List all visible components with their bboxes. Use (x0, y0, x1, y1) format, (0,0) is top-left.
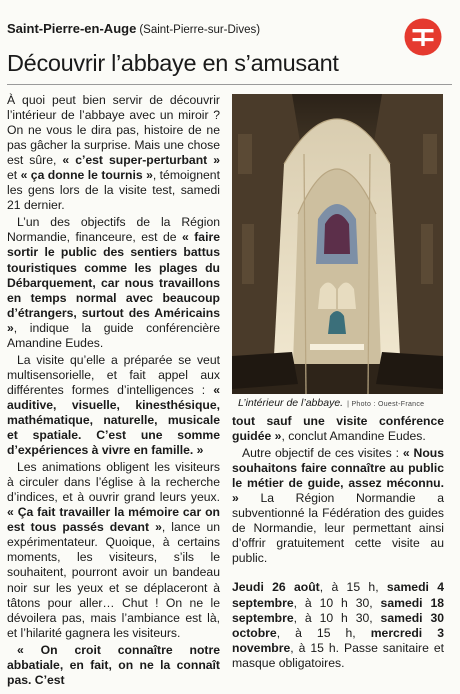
paragraph-animations: Les animations obligent les visiteurs à circuler dans l’église à la recherche d’indices, et à ouvrir grand leurs yeux. « Ça fait travailler la mémoire car on est tous passés devant », lance un expérimentateur. Quoique, à certains moments, les visiteurs, s’ils le souhaitent, pourront avoir un bandeau noir sur les yeux et se déplaceront à tâtons pour aller… Chut ! On ne le dévoilera pas, mais l’ambiance est là, et l’hilarité gagnera les visiteurs. (7, 460, 220, 640)
location-kicker (7, 21, 260, 36)
paragraph-multisensory: La visite qu’elle a préparée se veut multisensorielle, et fait appel aux différentes formes d’intelligences : « auditive, visuelle, kinesthésique, mathématique, naturelle, musicale et spatiale. C’est une somme d’expériences à vivre en famille. » (7, 352, 220, 458)
article-column-2 (232, 414, 444, 673)
paragraph-guide-job: Autre objectif de ces visites : « Nous souhaitons faire connaître au public le métier de guide, assez méconnu. » La Région Normandie a subventionné la Fédération des guides de Normandie, leur permettant ainsi d’offrir gratuitement cette visite au public. (232, 446, 444, 566)
article-headline: Découvrir l’abbaye en s’amusant (7, 50, 339, 76)
photo-credit: | Photo : Ouest-France (347, 401, 425, 408)
schedule-dates: Jeudi 26 août, à 15 h, samedi 4 septembre, à 10 h 30, samedi 18 septembre, à 10 h 30, samedi 30 octobre, à 15 h, mercredi 3 novembre, à 15 h. Passe sanitaire et masque obligatoires. (232, 580, 445, 670)
paragraph-quote-end: tout sauf une visite conférence guidée », conclut Amandine Eudes. (232, 414, 444, 444)
headline-divider (7, 84, 452, 85)
abbey-interior-photo (232, 94, 443, 394)
paragraph-quote-start: « On croit connaître notre abbatiale, en fait, on ne la connaît pas. C’est (7, 642, 220, 687)
photo-caption: L’intérieur de l’abbaye. | Photo : Ouest-France (238, 397, 425, 409)
location-sub: (Saint-Pierre-sur-Dives) (139, 24, 261, 36)
article-column-1 (7, 93, 220, 690)
paragraph-intro: À quoi peut bien servir de découvrir l’intérieur de l’abbaye avec un miroir ? On ne vous le dira pas, histoire de ne pas gâcher la surprise. Mais une chose est sûre, « c’est super-perturbant » et « ça donne le tournis », témoignent les gens lors de la visite test, samedi 21 dernier. (7, 93, 220, 213)
paragraph-objectives: L’un des objectifs de la Région Normandie, financeure, est de « faire sortir le public des sentiers battus touristiques comme les plages du Débarquement, car nous travaillons en temps normal avec beaucoup d’étrangers, surtout des Américains », indique la guide conférencière Amandine Eudes. (7, 215, 220, 350)
location-name: Saint-Pierre-en-Auge (7, 21, 137, 36)
brand-logo-icon (404, 18, 442, 56)
